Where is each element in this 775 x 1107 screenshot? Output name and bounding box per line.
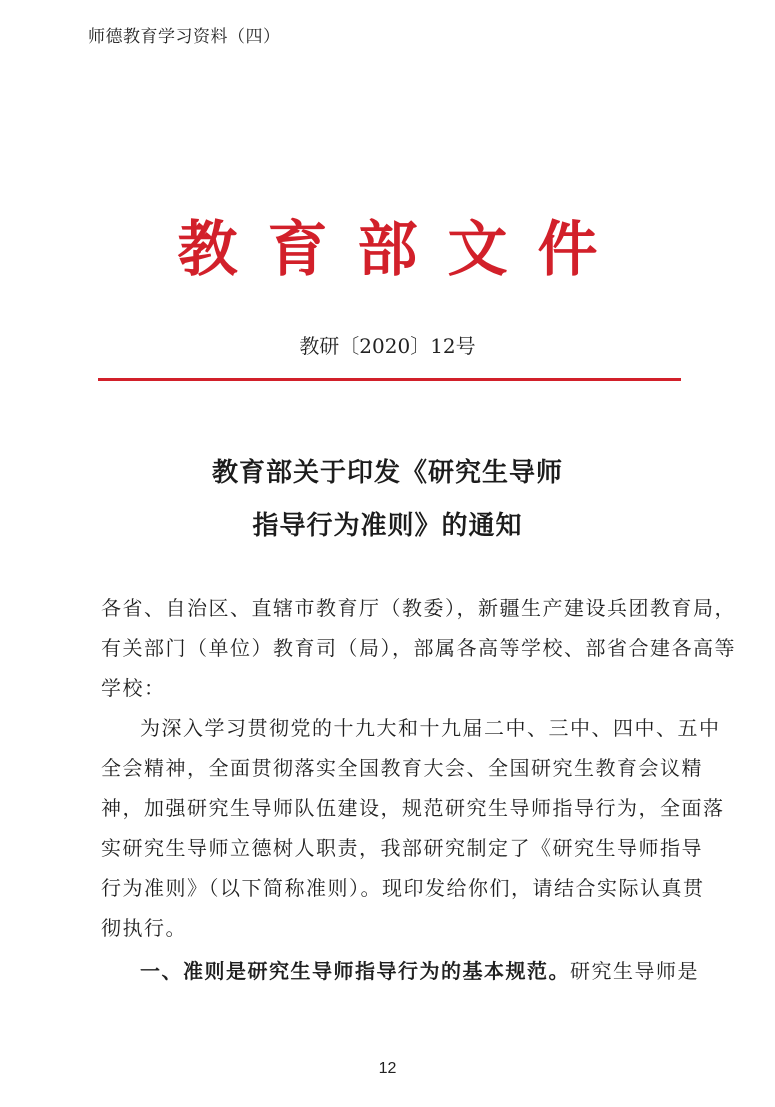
paragraph-2-text: 研究生导师是	[570, 959, 699, 983]
paragraph-1-line-5: 行为准则》（以下简称准则）。现印发给你们，请结合实际认真贯	[101, 876, 705, 900]
paragraph-2-bold-lead: 一、准则是研究生导师指导行为的基本规范。	[140, 959, 570, 983]
notice-title-line-2: 指导行为准则》的通知	[252, 511, 523, 541]
document-number: 教研〔2020〕12号	[299, 334, 476, 358]
address-line-3: 学校：	[101, 676, 166, 700]
paragraph-1-line-4: 实研究生导师立德树人职责，我部研究制定了《研究生导师指导	[101, 836, 703, 860]
paragraph-1-line-1: 为深入学习贯彻党的十九大和十九届二中、三中、四中、五中	[140, 716, 721, 740]
page-number: 12	[378, 1060, 397, 1077]
address-line-1: 各省、自治区、直辖市教育厅（教委），新疆生产建设兵团教育局，	[101, 596, 736, 620]
paragraph-1-line-6: 彻执行。	[101, 916, 187, 940]
red-divider-line	[98, 378, 681, 381]
document-masthead: 教育部文件	[177, 215, 628, 285]
paragraph-1-line-3: 神，加强研究生导师队伍建设，规范研究生导师指导行为，全面落	[101, 796, 725, 820]
notice-title-line-1: 教育部关于印发《研究生导师	[211, 458, 563, 488]
paragraph-2-line-1	[140, 955, 699, 984]
address-line-2: 有关部门（单位）教育司（局），部属各高等学校、部省合建各高等	[101, 636, 736, 660]
paragraph-1-line-2: 全会精神，全面贯彻落实全国教育大会、全国研究生教育会议精	[101, 756, 703, 780]
running-header: 师德教育学习资料（四）	[88, 27, 281, 47]
